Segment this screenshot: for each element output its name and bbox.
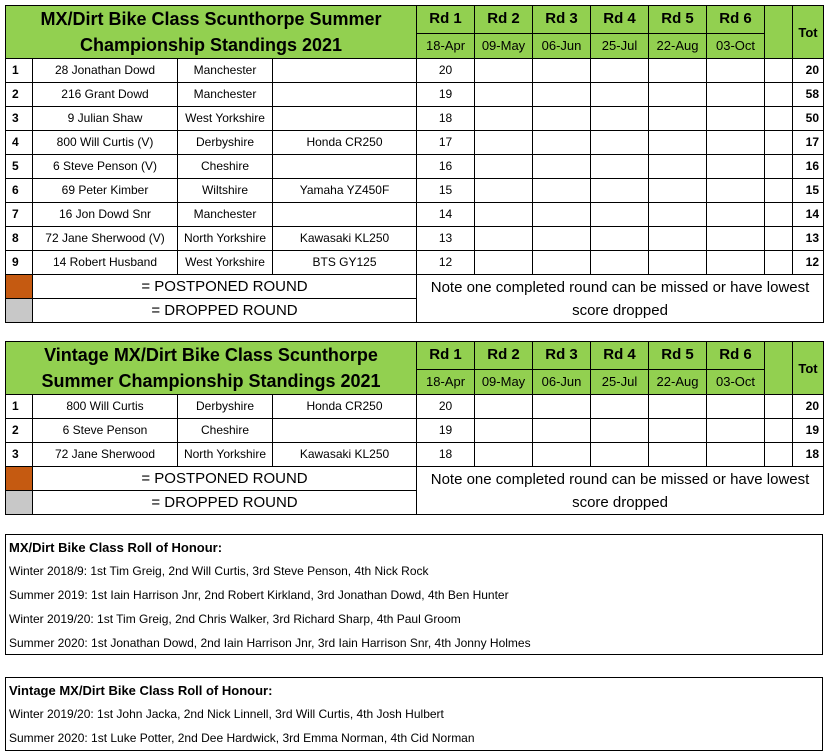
score-cell xyxy=(591,107,649,131)
region-cell: Wiltshire xyxy=(178,179,273,203)
score-cell xyxy=(591,443,649,467)
position-cell: 1 xyxy=(6,395,33,419)
total-cell: 16 xyxy=(793,155,824,179)
round-label: Rd 2 xyxy=(475,342,533,370)
spacer-cell xyxy=(765,227,793,251)
score-cell xyxy=(649,155,707,179)
rider-cell: 14 Robert Husband xyxy=(33,251,178,275)
rider-cell: 72 Jane Sherwood xyxy=(33,443,178,467)
position-cell: 2 xyxy=(6,83,33,107)
region-cell: West Yorkshire xyxy=(178,251,273,275)
spacer-cell xyxy=(765,443,793,467)
score-cell: 16 xyxy=(417,155,475,179)
total-cell: 17 xyxy=(793,131,824,155)
score-cell: 14 xyxy=(417,203,475,227)
score-cell xyxy=(475,179,533,203)
spacer-cell xyxy=(765,395,793,419)
score-cell: 19 xyxy=(417,83,475,107)
total-cell: 19 xyxy=(793,419,824,443)
score-cell xyxy=(533,203,591,227)
score-cell xyxy=(591,131,649,155)
honour-heading: MX/Dirt Bike Class Roll of Honour: xyxy=(9,540,223,555)
table-row xyxy=(6,59,824,83)
spacer-cell xyxy=(765,155,793,179)
region-cell: West Yorkshire xyxy=(178,107,273,131)
score-cell xyxy=(475,155,533,179)
score-cell xyxy=(533,107,591,131)
standings-note: Note one completed round can be missed or have lowest score dropped xyxy=(417,467,824,515)
score-cell: 19 xyxy=(417,419,475,443)
score-cell xyxy=(707,83,765,107)
round-date: 18-Apr xyxy=(417,369,475,394)
position-cell: 8 xyxy=(6,227,33,251)
score-cell xyxy=(591,83,649,107)
total-header: Tot xyxy=(793,342,824,395)
bike-cell xyxy=(273,107,417,131)
table-row xyxy=(6,395,824,419)
rider-cell: 28 Jonathan Dowd xyxy=(33,59,178,83)
total-cell: 14 xyxy=(793,203,824,227)
spacer-cell xyxy=(765,419,793,443)
table-title: MX/Dirt Bike Class Scunthorpe Summer Championship Standings 2021 xyxy=(6,6,417,59)
rider-cell: 800 Will Curtis (V) xyxy=(33,131,178,155)
score-cell xyxy=(475,395,533,419)
score-cell xyxy=(591,59,649,83)
spacer-cell xyxy=(765,83,793,107)
total-cell: 20 xyxy=(793,59,824,83)
dropped-swatch xyxy=(6,299,33,323)
score-cell xyxy=(533,227,591,251)
total-cell: 20 xyxy=(793,395,824,419)
region-cell: Cheshire xyxy=(178,155,273,179)
total-cell: 12 xyxy=(793,251,824,275)
table-title: Vintage MX/Dirt Bike Class Scunthorpe Summer Championship Standings 2021 xyxy=(6,342,417,395)
bike-cell xyxy=(273,419,417,443)
spacer-cell xyxy=(765,107,793,131)
score-cell xyxy=(707,227,765,251)
score-cell xyxy=(707,107,765,131)
round-label: Rd 3 xyxy=(533,6,591,34)
honour-line: Summer 2019: 1st Iain Harrison Jnr, 2nd Robert Kirkland, 3rd Jonathan Dowd, 4th Ben Hunter xyxy=(9,588,509,602)
score-cell xyxy=(475,443,533,467)
table-row xyxy=(6,251,824,275)
score-cell xyxy=(591,203,649,227)
score-cell xyxy=(475,251,533,275)
round-date: 22-Aug xyxy=(649,33,707,58)
score-cell xyxy=(649,419,707,443)
position-cell: 9 xyxy=(6,251,33,275)
total-cell: 50 xyxy=(793,107,824,131)
score-cell xyxy=(591,251,649,275)
rider-cell: 16 Jon Dowd Snr xyxy=(33,203,178,227)
bike-cell: BTS GY125 xyxy=(273,251,417,275)
bike-cell: Kawasaki KL250 xyxy=(273,443,417,467)
total-cell: 15 xyxy=(793,179,824,203)
postponed-legend: = POSTPONED ROUND xyxy=(33,275,417,299)
score-cell xyxy=(533,155,591,179)
region-cell: Manchester xyxy=(178,59,273,83)
score-cell xyxy=(475,83,533,107)
score-cell: 12 xyxy=(417,251,475,275)
bike-cell xyxy=(273,59,417,83)
position-cell: 5 xyxy=(6,155,33,179)
total-header: Tot xyxy=(793,6,824,59)
dropped-legend: = DROPPED ROUND xyxy=(33,299,417,323)
bike-cell xyxy=(273,83,417,107)
score-cell: 17 xyxy=(417,131,475,155)
rider-cell: 6 Steve Penson (V) xyxy=(33,155,178,179)
score-cell xyxy=(707,251,765,275)
score-cell xyxy=(533,443,591,467)
round-date: 18-Apr xyxy=(417,33,475,58)
round-label: Rd 3 xyxy=(533,342,591,370)
header-spacer xyxy=(765,6,793,59)
honour-line: Summer 2020: 1st Luke Potter, 2nd Dee Hardwick, 3rd Emma Norman, 4th Cid Norman xyxy=(9,731,475,745)
rider-cell: 9 Julian Shaw xyxy=(33,107,178,131)
roll-of-honour-vintage xyxy=(5,677,823,751)
score-cell: 20 xyxy=(417,395,475,419)
score-cell xyxy=(591,179,649,203)
header-spacer xyxy=(765,342,793,395)
dropped-swatch xyxy=(6,491,33,515)
score-cell xyxy=(649,131,707,155)
score-cell xyxy=(475,107,533,131)
score-cell xyxy=(533,251,591,275)
region-cell: Manchester xyxy=(178,203,273,227)
score-cell xyxy=(707,59,765,83)
total-cell: 13 xyxy=(793,227,824,251)
score-cell: 18 xyxy=(417,107,475,131)
honour-line: Winter 2019/20: 1st Tim Greig, 2nd Chris Walker, 3rd Richard Sharp, 4th Paul Groom xyxy=(9,612,461,626)
score-cell xyxy=(533,395,591,419)
score-cell xyxy=(591,155,649,179)
position-cell: 6 xyxy=(6,179,33,203)
standings-table-mx xyxy=(5,5,824,323)
round-label: Rd 4 xyxy=(591,342,649,370)
table-row xyxy=(6,179,824,203)
round-label: Rd 2 xyxy=(475,6,533,34)
bike-cell xyxy=(273,155,417,179)
position-cell: 3 xyxy=(6,443,33,467)
score-cell xyxy=(533,131,591,155)
score-cell xyxy=(649,59,707,83)
score-cell xyxy=(475,131,533,155)
spacer-cell xyxy=(765,203,793,227)
round-date: 09-May xyxy=(475,369,533,394)
postponed-legend: = POSTPONED ROUND xyxy=(33,467,417,491)
table-row xyxy=(6,419,824,443)
spacer-cell xyxy=(765,131,793,155)
round-label: Rd 1 xyxy=(417,6,475,34)
table-row xyxy=(6,227,824,251)
rider-cell: 216 Grant Dowd xyxy=(33,83,178,107)
score-cell xyxy=(475,59,533,83)
bike-cell: Yamaha YZ450F xyxy=(273,179,417,203)
score-cell xyxy=(475,203,533,227)
score-cell xyxy=(649,83,707,107)
position-cell: 7 xyxy=(6,203,33,227)
score-cell: 13 xyxy=(417,227,475,251)
score-cell xyxy=(707,443,765,467)
total-cell: 58 xyxy=(793,83,824,107)
region-cell: Manchester xyxy=(178,83,273,107)
position-cell: 3 xyxy=(6,107,33,131)
standings-note: Note one completed round can be missed or have lowest score dropped xyxy=(417,275,824,323)
score-cell: 18 xyxy=(417,443,475,467)
spacer-cell xyxy=(765,59,793,83)
round-label: Rd 1 xyxy=(417,342,475,370)
round-date: 25-Jul xyxy=(591,369,649,394)
rider-cell: 72 Jane Sherwood (V) xyxy=(33,227,178,251)
score-cell xyxy=(649,203,707,227)
round-date: 03-Oct xyxy=(707,33,765,58)
score-cell xyxy=(475,419,533,443)
position-cell: 2 xyxy=(6,419,33,443)
score-cell xyxy=(591,419,649,443)
postponed-swatch xyxy=(6,467,33,491)
round-label: Rd 5 xyxy=(649,342,707,370)
postponed-swatch xyxy=(6,275,33,299)
spacer-cell xyxy=(765,179,793,203)
spacer-cell xyxy=(765,251,793,275)
score-cell: 20 xyxy=(417,59,475,83)
score-cell xyxy=(707,419,765,443)
round-date: 06-Jun xyxy=(533,369,591,394)
round-label: Rd 5 xyxy=(649,6,707,34)
score-cell xyxy=(649,395,707,419)
score-cell xyxy=(649,179,707,203)
honour-heading: Vintage MX/Dirt Bike Class Roll of Honour: xyxy=(9,683,273,698)
rider-cell: 800 Will Curtis xyxy=(33,395,178,419)
score-cell xyxy=(649,227,707,251)
standings-table-vintage xyxy=(5,341,824,515)
score-cell xyxy=(533,83,591,107)
score-cell: 15 xyxy=(417,179,475,203)
region-cell: Cheshire xyxy=(178,419,273,443)
score-cell xyxy=(707,131,765,155)
score-cell xyxy=(649,443,707,467)
honour-line: Summer 2020: 1st Jonathan Dowd, 2nd Iain Harrison Jnr, 3rd Iain Harrison Snr, 4th Jonny Holmes xyxy=(9,636,531,650)
table-row xyxy=(6,443,824,467)
rider-cell: 6 Steve Penson xyxy=(33,419,178,443)
score-cell xyxy=(707,203,765,227)
round-date: 09-May xyxy=(475,33,533,58)
region-cell: North Yorkshire xyxy=(178,443,273,467)
round-label: Rd 6 xyxy=(707,6,765,34)
table-row xyxy=(6,155,824,179)
round-date: 22-Aug xyxy=(649,369,707,394)
score-cell xyxy=(707,155,765,179)
bike-cell: Kawasaki KL250 xyxy=(273,227,417,251)
roll-of-honour-mx xyxy=(5,534,823,655)
position-cell: 4 xyxy=(6,131,33,155)
score-cell xyxy=(649,107,707,131)
round-label: Rd 6 xyxy=(707,342,765,370)
round-date: 03-Oct xyxy=(707,369,765,394)
total-cell: 18 xyxy=(793,443,824,467)
position-cell: 1 xyxy=(6,59,33,83)
bike-cell: Honda CR250 xyxy=(273,395,417,419)
honour-line: Winter 2019/20: 1st John Jacka, 2nd Nick Linnell, 3rd Will Curtis, 4th Josh Hulbert xyxy=(9,707,444,721)
table-row xyxy=(6,83,824,107)
table-row xyxy=(6,203,824,227)
honour-line: Winter 2018/9: 1st Tim Greig, 2nd Will Curtis, 3rd Steve Penson, 4th Nick Rock xyxy=(9,564,429,578)
region-cell: North Yorkshire xyxy=(178,227,273,251)
table-row xyxy=(6,131,824,155)
score-cell xyxy=(533,179,591,203)
score-cell xyxy=(533,419,591,443)
bike-cell: Honda CR250 xyxy=(273,131,417,155)
region-cell: Derbyshire xyxy=(178,131,273,155)
score-cell xyxy=(649,251,707,275)
score-cell xyxy=(591,395,649,419)
round-date: 25-Jul xyxy=(591,33,649,58)
score-cell xyxy=(591,227,649,251)
bike-cell xyxy=(273,203,417,227)
round-label: Rd 4 xyxy=(591,6,649,34)
round-date: 06-Jun xyxy=(533,33,591,58)
region-cell: Derbyshire xyxy=(178,395,273,419)
score-cell xyxy=(707,179,765,203)
dropped-legend: = DROPPED ROUND xyxy=(33,491,417,515)
score-cell xyxy=(707,395,765,419)
score-cell xyxy=(533,59,591,83)
score-cell xyxy=(475,227,533,251)
rider-cell: 69 Peter Kimber xyxy=(33,179,178,203)
table-row xyxy=(6,107,824,131)
